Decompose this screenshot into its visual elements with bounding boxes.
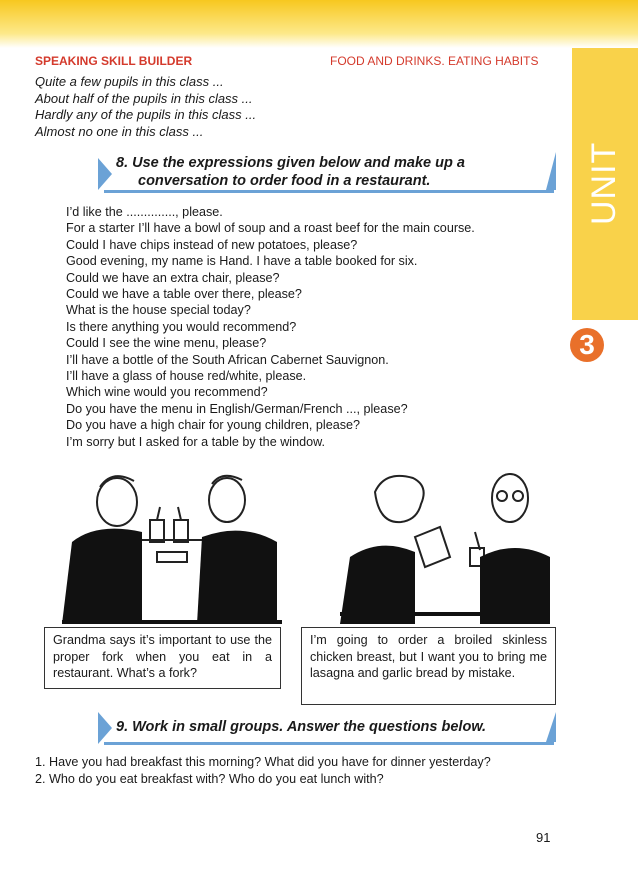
banner-corner <box>546 712 556 742</box>
expression-item: I’m sorry but I asked for a table by the window. <box>66 434 325 449</box>
question-list <box>35 754 560 787</box>
expression-item: Could I have chips instead of new potatoes, please? <box>66 237 358 252</box>
expression-item: Do you have a high chair for young children, please? <box>66 418 361 433</box>
banner-arrow-icon <box>98 712 112 744</box>
cartoon-restaurant-illustration <box>340 462 550 624</box>
phrase-item: Quite a few pupils in this class ... <box>35 74 224 89</box>
expression-item: Could we have an extra chair, please? <box>66 270 280 285</box>
expression-item: Could we have a table over there, please? <box>66 287 302 302</box>
expression-item: Do you have the menu in English/German/French ..., please? <box>66 401 408 416</box>
expression-item: What is the house special today? <box>66 303 251 318</box>
expression-item: Good evening, my name is Hand. I have a table booked for six. <box>66 254 418 269</box>
expression-item: I’d like the .............., please. <box>66 205 223 219</box>
question-item: 2. Who do you eat breakfast with? Who do you eat lunch with? <box>35 771 384 786</box>
task-9-title: 9. Work in small groups. Answer the questions below. <box>116 719 487 735</box>
unit-number-badge: 3 <box>570 328 604 362</box>
unit-label: UNIT <box>585 141 623 225</box>
topic-title: FOOD AND DRINKS. EATING HABITS <box>330 54 539 68</box>
task-8-title-line2: conversation to order food in a restaurant. <box>138 173 431 189</box>
question-item: 1. Have you had breakfast this morning? What did you have for dinner yesterday? <box>35 755 491 769</box>
expression-item: Could I see the wine menu, please? <box>66 336 267 351</box>
expression-item: Is there anything you would recommend? <box>66 319 297 334</box>
banner-arrow-icon <box>98 158 112 190</box>
section-title: SPEAKING SKILL BUILDER <box>35 54 193 68</box>
expression-item: Which wine would you recommend? <box>66 385 268 400</box>
task-9-banner <box>104 712 554 745</box>
phrase-list <box>35 74 555 140</box>
top-yellow-band <box>0 0 638 48</box>
task-8-banner <box>104 152 554 193</box>
expression-list <box>66 204 566 450</box>
cartoon-fastfood-illustration <box>62 462 282 624</box>
caption-left: Grandma says it’s important to use the proper fork when you eat in a restaurant. What’s a fork? <box>44 627 281 689</box>
banner-corner <box>546 152 556 190</box>
phrase-item: About half of the pupils in this class ... <box>35 90 253 106</box>
phrase-item: Hardly any of the pupils in this class ... <box>35 107 257 122</box>
phrase-item: Almost no one in this class ... <box>35 123 204 139</box>
page-number: 91 <box>536 830 551 845</box>
task-8-title <box>116 154 536 190</box>
caption-right: I’m going to order a broiled skinless chicken breast, but I want you to bring me lasagna and garlic bread by mistake. <box>301 627 556 705</box>
expression-item: I’ll have a glass of house red/white, please. <box>66 369 307 384</box>
expression-item: For a starter I’ll have a bowl of soup and a roast beef for the main course. <box>66 221 475 236</box>
task-8-title-line1: 8. Use the expressions given below and make up a <box>116 155 465 171</box>
expression-item: I’ll have a bottle of the South African Cabernet Sauvignon. <box>66 352 389 367</box>
